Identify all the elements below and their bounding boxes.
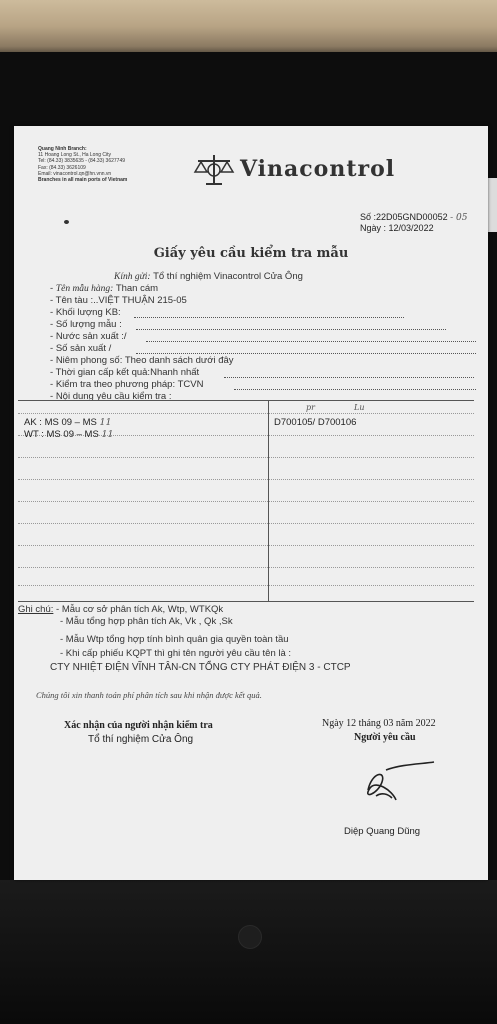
brand-name: Vinacontrol: [240, 156, 396, 182]
dotted-line: [136, 353, 476, 354]
signer-name: Diệp Quang Dũng: [344, 826, 421, 837]
note-line: - Mẫu tổng hợp phân tích Ak, Vk , Qk ,Sk: [60, 616, 233, 627]
document-date: [360, 223, 434, 233]
kinh-gui: [114, 271, 303, 282]
branch-line: Quang Ninh Branch:: [38, 146, 87, 152]
ngay-label: Ngày :: [360, 223, 387, 233]
branch-line: 11 Hoang Long St., Ha Long City: [38, 152, 112, 159]
signature-mark: [352, 760, 442, 810]
wooden-table-background: [0, 0, 497, 58]
handwritten-note: Lu: [354, 403, 365, 412]
dotted-line: [146, 341, 476, 342]
notes-label: Ghi chú: - Mẫu cơ sở phân tích Ak, Wtp, WTKQk: [18, 604, 224, 615]
field-sample-count: - Số lượng mẫu :: [50, 319, 122, 330]
dotted-line: [136, 329, 446, 330]
so-handwritten: - 05: [450, 213, 468, 223]
ngay-value: 12/03/2022: [388, 223, 434, 233]
branch-line: Tel: (84.33) 3835635 - (84.33) 3627749: [38, 158, 126, 165]
document-number: [360, 212, 467, 223]
table-rule: [18, 545, 474, 546]
field-vessel-name: - Tên tàu :..VIỆT THUẬN 215-05: [50, 295, 187, 306]
document-page: [14, 126, 488, 880]
note-line: - Mẫu Wtp tổng hợp tính bình quân gia quyền toàn tầu: [60, 634, 289, 645]
table-row: AK : MS 09 – MS 11: [24, 417, 112, 428]
date-line: Ngày 12 tháng 03 năm 2022: [322, 718, 436, 729]
dotted-line: [234, 389, 476, 390]
table-rule: [18, 523, 474, 524]
so-label: Số: [360, 212, 372, 222]
table-rule: [18, 457, 474, 458]
table-rule: [18, 501, 474, 502]
field-content: - Nội dung yêu cầu kiểm tra :: [50, 391, 172, 402]
camera-lens-icon: [238, 925, 262, 949]
field-result-time: - Thời gian cấp kết quả:Nhanh nhất: [50, 367, 200, 378]
ink-mark: [64, 220, 69, 224]
branch-line: Branches in all main ports of Vietnam: [38, 177, 128, 184]
note-line: - Khi cấp phiếu KQPT thì ghi tên người yêu cầu tên là :: [60, 648, 292, 659]
requester-title: Người yêu cầu: [354, 732, 416, 743]
kinh-gui-label: Kính gửi:: [114, 272, 151, 282]
table-row: WT : MS 09 – MS 11: [24, 429, 114, 440]
field-sample-name: - Tên mẫu hàng: Than cám: [50, 283, 159, 294]
branch-line: Fax: (84.33) 3626109: [38, 164, 86, 171]
receiver-title: Xác nhận của người nhận kiểm tra: [64, 720, 213, 731]
field-method: - Kiểm tra theo phương pháp: TCVN: [50, 379, 204, 390]
scales-logo-icon: [192, 152, 236, 188]
field-production-number: - Số sản xuất /: [50, 343, 112, 354]
table-rule: [18, 567, 474, 568]
field-weight: - Khối lượng KB:: [50, 307, 121, 318]
field-seal-number: - Niêm phong số: Theo danh sách dưới đây: [50, 355, 234, 366]
kinh-gui-value: Tổ thí nghiệm Vinacontrol Cửa Ông: [153, 271, 303, 282]
dotted-line: [224, 377, 474, 378]
table-rule: [18, 585, 474, 586]
branch-line: Email: vinacontrol.qn@hn.vnn.vn: [38, 170, 112, 177]
test-content-table: [18, 400, 474, 602]
document-title: Giấy yêu cầu kiểm tra mẫu: [153, 246, 349, 261]
payment-note: Chúng tôi xin thanh toán phí phân tích sau khi nhận được kết quả.: [36, 690, 262, 700]
table-rule: [18, 413, 474, 414]
device-bezel-bottom: [0, 880, 497, 1024]
branch-address-block: [38, 146, 127, 183]
so-value: :22D05GND00052: [373, 212, 448, 222]
note-company: CTY NHIỆT ĐIỆN VĨNH TÂN-CN TỔNG CTY PHÁT ĐIỆN 3 - CTCP: [50, 662, 351, 673]
receiver-sub: Tổ thí nghiệm Cửa Ông: [88, 734, 194, 745]
handwritten-note: pr: [306, 403, 315, 412]
seal-numbers: D700105/ D700106: [274, 417, 357, 428]
field-origin: - Nước sản xuất :/: [50, 331, 127, 342]
dotted-line: [134, 317, 404, 318]
note-line: - Mẫu cơ sở phân tích Ak, Wtp, WTKQk: [56, 604, 224, 615]
table-rule: [18, 479, 474, 480]
